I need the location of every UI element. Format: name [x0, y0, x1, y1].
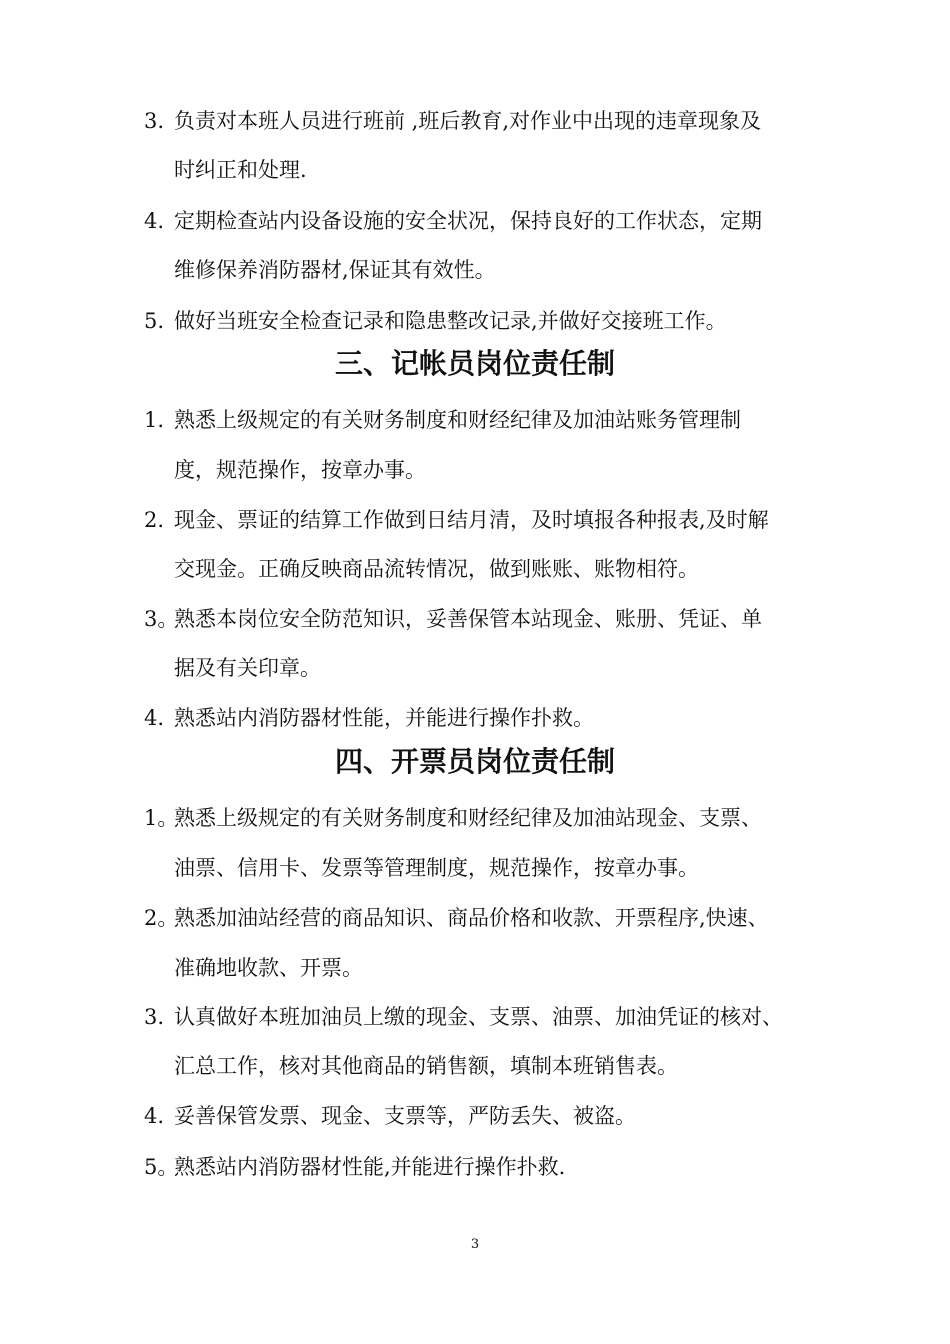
- item-text-line: 熟悉加油站经营的商品知识、商品价格和收款、开票程序,快速、: [174, 906, 769, 930]
- item-text-line: 度，规范操作，按章办事。: [174, 458, 426, 482]
- item-number: 1.: [144, 408, 165, 432]
- item-text-line: 熟悉站内消防器材性能,并能进行操作扑救.: [174, 1155, 566, 1179]
- item-number: 4.: [144, 1104, 165, 1128]
- section-heading: 四、开票员岗位责任制: [334, 745, 615, 778]
- item-number: 2.: [144, 508, 165, 532]
- section-heading: 三、记帐员岗位责任制: [334, 347, 615, 380]
- item-text-line: 熟悉上级规定的有关财务制度和财经纪律及加油站账务管理制: [174, 408, 741, 432]
- item-number: 5。: [144, 1155, 179, 1179]
- item-text-line: 做好当班安全检查记录和隐患整改记录,并做好交接班工作。: [174, 309, 727, 333]
- item-text-line: 时纠正和处理.: [174, 158, 307, 182]
- item-number: 5.: [144, 309, 165, 333]
- item-text-line: 定期检查站内设备设施的安全状况，保持良好的工作状态，定期: [174, 209, 762, 233]
- item-number: 3。: [144, 607, 179, 631]
- item-number: 1。: [144, 806, 179, 830]
- item-text-line: 准确地收款、开票。: [174, 956, 363, 980]
- item-text-line: 熟悉本岗位安全防范知识，妥善保管本站现金、账册、凭证、单: [174, 607, 762, 631]
- item-number: 4.: [144, 706, 165, 730]
- item-text-line: 现金、票证的结算工作做到日结月清，及时填报各种报表,及时解: [174, 508, 769, 532]
- item-text-line: 汇总工作，核对其他商品的销售额，填制本班销售表。: [174, 1054, 678, 1078]
- item-text-line: 交现金。正确反映商品流转情况，做到账账、账物相符。: [174, 557, 699, 581]
- item-number: 3.: [144, 109, 165, 133]
- item-text-line: 据及有关印章。: [174, 656, 321, 680]
- item-text-line: 熟悉站内消防器材性能，并能进行操作扑救。: [174, 706, 594, 730]
- page-number: 3: [470, 1237, 480, 1252]
- item-number: 4.: [144, 209, 165, 233]
- item-number: 2。: [144, 906, 179, 930]
- item-text-line: 熟悉上级规定的有关财务制度和财经纪律及加油站现金、支票、: [174, 806, 762, 830]
- item-text-line: 油票、信用卡、发票等管理制度，规范操作，按章办事。: [174, 856, 699, 880]
- item-text-line: 认真做好本班加油员上缴的现金、支票、油票、加油凭证的核对、: [174, 1005, 783, 1029]
- item-text-line: 维修保养消防器材,保证其有效性。: [174, 258, 496, 282]
- item-text-line: 妥善保管发票、现金、支票等，严防丢失、被盗。: [174, 1104, 636, 1128]
- item-text-line: 负责对本班人员进行班前 ,班后教育,对作业中出现的违章现象及: [174, 109, 762, 133]
- item-number: 3.: [144, 1005, 165, 1029]
